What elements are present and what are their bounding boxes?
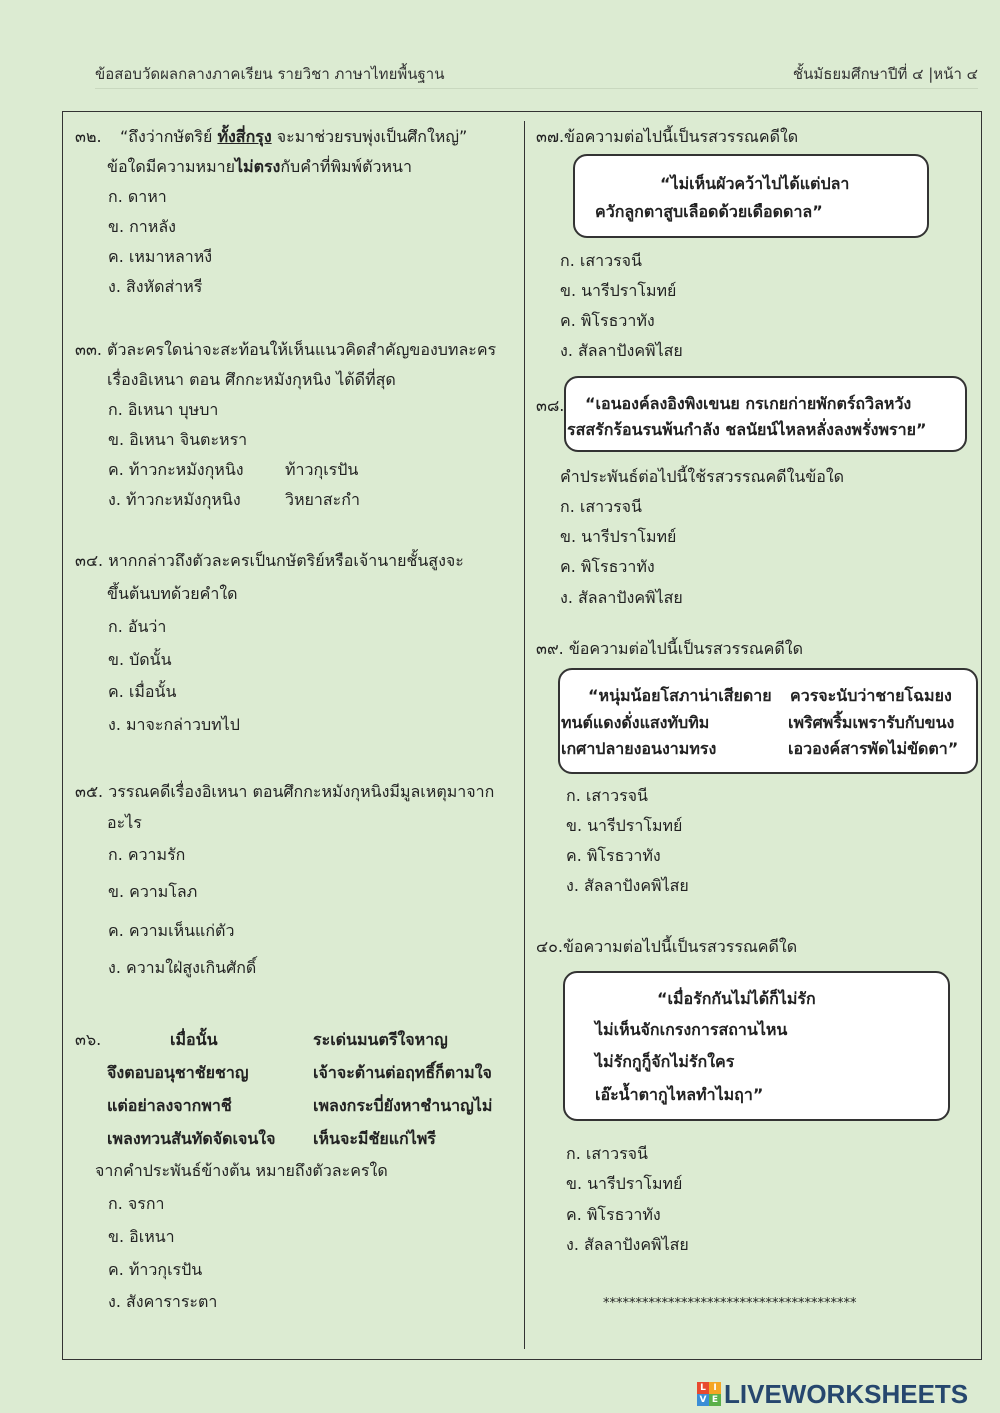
q38-prompt: คำประพันธ์ต่อไปนี้ใช้รสวรรณคดีในข้อใด xyxy=(560,467,845,486)
q32-number: ๓๒. xyxy=(75,127,102,146)
q32-prompt-b: กับคำที่พิมพ์ตัวหนา xyxy=(280,157,412,176)
q33-line1: ๓๓. ตัวละครใดน่าจะสะท้อนให้เห็นแนวคิดสำคัญของบทละคร xyxy=(75,340,497,359)
q37-line: ๓๗.ข้อความต่อไปนี้เป็นรสวรรณคดีใด xyxy=(536,127,799,146)
q38-quote-line1: “เอนองค์ลงอิงพิงเขนย กรเกยก่ายพักตร์ถวิลหวัง xyxy=(585,394,912,413)
q39-choice-b[interactable]: ข. นารีปราโมทย์ xyxy=(566,816,683,835)
q32-prompt-bold: ไม่ตรง xyxy=(234,157,281,176)
q39-verse-3a: เกศาปลายงอนงามทรง xyxy=(561,739,717,758)
q32-quote-bold: ทั้งสี่กรุง xyxy=(217,127,272,146)
q33-choice-c-second: ท้าวกุเรปัน xyxy=(285,460,359,479)
q39-choice-d[interactable]: ง. สัลลาปังคพิไสย xyxy=(566,876,689,895)
q40-line: ๔๐.ข้อความต่อไปนี้เป็นรสวรรณคดีใด xyxy=(536,937,798,956)
q38-quote-box xyxy=(564,376,967,452)
q32-prompt xyxy=(107,157,412,177)
liveworksheets-logo xyxy=(697,1380,968,1408)
q34-line1: ๓๔. หากกล่าวถึงตัวละครเป็นกษัตริย์หรือเจ้านายชั้นสูงจะ xyxy=(75,551,464,570)
q39-verse-1b: ควรจะนับว่าชายโฉมยง xyxy=(790,686,952,705)
logo-mark-l: L xyxy=(697,1382,709,1394)
q39-line: ๓๙. ข้อความต่อไปนี้เป็นรสวรรณคดีใด xyxy=(536,639,803,658)
q35-line1: ๓๕. วรรณคดีเรื่องอิเหนา ตอนศึกกะหมังกุหนิงมีมูลเหตุมาจาก xyxy=(75,782,495,801)
q32-quote-b: จะมาช่วยรบพุ่งเป็นศึกใหญ่” xyxy=(271,127,468,146)
q35-choice-d[interactable]: ง. ความใฝ่สูงเกินศักดิ์ xyxy=(108,958,257,977)
q40-quote-line1: “เมื่อรักกันไม่ได้ก็ไม่รัก xyxy=(657,989,816,1008)
q40-quote-line2: ไม่เห็นจักเกรงการสถานไหน xyxy=(595,1020,788,1039)
q39-quote-box xyxy=(558,668,978,774)
q34-choice-d[interactable]: ง. มาจะกล่าวบทไป xyxy=(108,715,240,734)
q36-verse-1b: ระเด่นมนตรีใจหาญ xyxy=(313,1030,448,1049)
q32-quote xyxy=(120,127,467,147)
exam-title: ข้อสอบวัดผลกลางภาคเรียน รายวิชา ภาษาไทยพื้นฐาน xyxy=(95,65,445,83)
q33-choice-a[interactable]: ก. อิเหนา บุษบา xyxy=(108,400,219,419)
q34-choice-b[interactable]: ข. บัดนั้น xyxy=(108,650,172,669)
q39-choice-a[interactable]: ก. เสาวรจนี xyxy=(566,786,648,805)
q37-choice-b[interactable]: ข. นารีปราโมทย์ xyxy=(560,281,677,300)
q32-choice-d[interactable]: ง. สิงหัดส่าหรี xyxy=(108,277,203,296)
q37-quote-line2: ควักลูกตาสูบเลือดด้วยเดือดดาล” xyxy=(595,202,823,221)
q39-verse-2b: เพริศพริ้มเพรารับกับขนง xyxy=(788,713,955,732)
header-rule xyxy=(95,88,978,89)
q35-choice-a[interactable]: ก. ความรัก xyxy=(108,845,186,864)
q38-choice-a[interactable]: ก. เสาวรจนี xyxy=(560,497,642,516)
q33-choice-d-second: วิหยาสะกำ xyxy=(285,490,360,509)
column-divider xyxy=(524,121,525,1349)
q39-choice-c[interactable]: ค. พิโรธวาทัง xyxy=(566,846,661,865)
q36-verse-3b: เพลงกระบี่ยังหาชำนาญไม่ xyxy=(313,1096,493,1115)
q36-choice-c[interactable]: ค. ท้าวกุเรปัน xyxy=(108,1260,203,1279)
logo-mark-i: I xyxy=(709,1382,721,1394)
q33-choice-c[interactable]: ค. ท้าวกะหมังกุหนิง xyxy=(108,460,244,479)
q40-choice-d[interactable]: ง. สัลลาปังคพิไสย xyxy=(566,1235,689,1254)
q40-quote-line4: เอ๊ะน้ำตากูไหลทำไมฤา” xyxy=(595,1085,764,1104)
q32-quote-a: “ถึงว่ากษัตริย์ xyxy=(120,127,218,146)
liveworksheets-logo-text: LIVEWORKSHEETS xyxy=(724,1378,969,1409)
q32-choice-b[interactable]: ข. กาหลัง xyxy=(108,217,176,236)
end-separator: *************************************** xyxy=(603,1296,857,1311)
q36-prompt: จากคำประพันธ์ข้างต้น หมายถึงตัวละครใด xyxy=(95,1161,388,1180)
q32-choice-a[interactable]: ก. ดาหา xyxy=(108,187,167,206)
q40-quote-line3: ไม่รักกูกู็จักไม่รักใคร xyxy=(595,1052,735,1071)
q36-number: ๓๖. xyxy=(75,1030,102,1049)
q38-number: ๓๘. xyxy=(536,396,565,415)
q38-choice-d[interactable]: ง. สัลลาปังคพิไสย xyxy=(560,588,683,607)
q36-choice-d[interactable]: ง. สังคาราระตา xyxy=(108,1292,218,1311)
q32-choice-c[interactable]: ค. เหมาหลาหงี xyxy=(108,247,213,266)
q37-quote-line1: “ไม่เห็นผัวคว้าไปได้แต่ปลา xyxy=(660,174,850,193)
q36-choice-a[interactable]: ก. จรกา xyxy=(108,1194,165,1213)
q35-choice-b[interactable]: ข. ความโลภ xyxy=(108,882,198,901)
q38-choice-b[interactable]: ข. นารีปราโมทย์ xyxy=(560,527,677,546)
q36-verse-3a: แต่อย่าลงจากพาชี xyxy=(107,1096,232,1115)
q37-choice-a[interactable]: ก. เสาวรจนี xyxy=(560,251,642,270)
q34-line2: ขึ้นต้นบทด้วยคำใด xyxy=(107,584,238,603)
q38-quote-line2: รสสรักร้อนรนพ้นกำลัง ชลนัยน์ไหลหลั่งลงพรั่งพราย” xyxy=(567,420,927,439)
q37-quote-box xyxy=(573,154,929,238)
q36-choice-b[interactable]: ข. อิเหนา xyxy=(108,1227,175,1246)
q40-choice-b[interactable]: ข. นารีปราโมทย์ xyxy=(566,1174,683,1193)
q37-choice-d[interactable]: ง. สัลลาปังคพิไสย xyxy=(560,341,683,360)
q33-choice-d[interactable]: ง. ท้าวกะหมังกุหนิง xyxy=(108,490,241,509)
q37-choice-c[interactable]: ค. พิโรธวาทัง xyxy=(560,311,655,330)
q34-choice-a[interactable]: ก. อันว่า xyxy=(108,617,167,636)
q33-line2: เรื่องอิเหนา ตอน ศึกกะหมังกุหนิง ได้ดีที่สุด xyxy=(107,370,396,389)
q32-prompt-a: ข้อใดมีความหมาย xyxy=(107,157,235,176)
q39-verse-2a: ทนต์แดงดั่งแสงทับทิม xyxy=(561,713,710,732)
logo-mark-e: E xyxy=(709,1394,721,1406)
q40-quote-box xyxy=(563,971,950,1121)
q34-choice-c[interactable]: ค. เมื่อนั้น xyxy=(108,682,177,701)
q39-verse-1a: “หนุ่มน้อยโสภาน่าเสียดาย xyxy=(588,686,772,705)
q36-verse-4a: เพลงทวนสันทัดจัดเจนใจ xyxy=(107,1129,276,1148)
q36-verse-2b: เจ้าจะต้านต่อฤทธิ์ก็ตามใจ xyxy=(313,1063,492,1082)
q38-choice-c[interactable]: ค. พิโรธวาทัง xyxy=(560,557,655,576)
q36-verse-4b: เห็นจะมีชัยแก่ไพรี xyxy=(313,1129,436,1148)
q36-verse-1a: เมื่อนั้น xyxy=(170,1030,218,1049)
q40-choice-c[interactable]: ค. พิโรธวาทัง xyxy=(566,1205,661,1224)
q35-line2: อะไร xyxy=(107,813,142,832)
q39-verse-3b: เอวองค์สารพัดไม่ขัดตา” xyxy=(788,739,959,758)
q33-choice-b[interactable]: ข. อิเหนา จินตะหรา xyxy=(108,430,248,449)
q36-verse-2a: จึงตอบอนุชาชัยชาญ xyxy=(107,1063,249,1082)
q40-choice-a[interactable]: ก. เสาวรจนี xyxy=(566,1144,648,1163)
liveworksheets-logo-icon xyxy=(697,1382,721,1406)
q35-choice-c[interactable]: ค. ความเห็นแก่ตัว xyxy=(108,921,235,940)
page-info: ชั้นมัธยมศึกษาปีที่ ๔ |หน้า ๔ xyxy=(792,65,978,83)
logo-mark-v: V xyxy=(697,1394,709,1406)
